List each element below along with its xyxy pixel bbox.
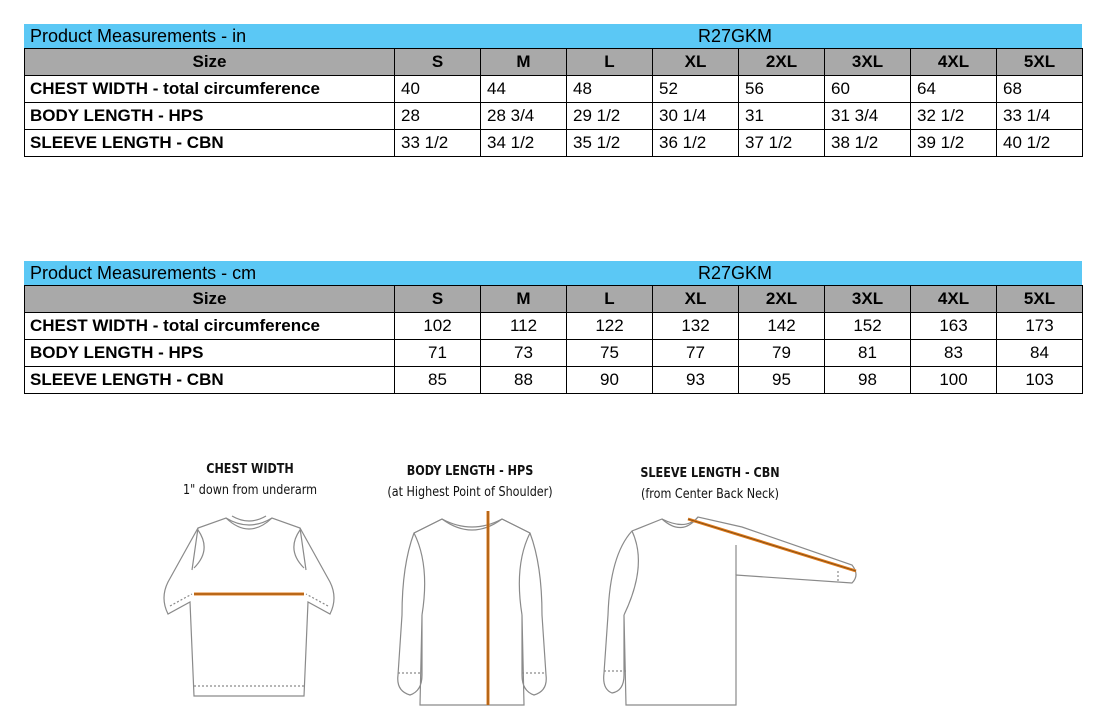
table-cell: 40 1/2 xyxy=(997,130,1083,157)
header-cell: M xyxy=(481,286,567,313)
table-cell: 33 1/4 xyxy=(997,103,1083,130)
table-cell: 102 xyxy=(395,313,481,340)
diagram-caption-sleeve xyxy=(615,463,804,505)
header-cell: 4XL xyxy=(911,49,997,76)
style-code: R27GKM xyxy=(698,26,773,46)
row-label: CHEST WIDTH - total circumference xyxy=(25,313,395,340)
header-row xyxy=(25,286,1083,313)
measurement-diagrams xyxy=(140,455,880,715)
table-cell: 84 xyxy=(997,340,1083,367)
table-title: Product Measurements - in xyxy=(30,26,247,46)
diagram-subtitle: (at Highest Point of Shoulder) xyxy=(387,485,553,500)
table-title-bar xyxy=(24,24,1082,48)
table-cell: 73 xyxy=(481,340,567,367)
table-cell: 75 xyxy=(567,340,653,367)
header-cell: 5XL xyxy=(997,286,1083,313)
header-cell: M xyxy=(481,49,567,76)
table-cell: 95 xyxy=(739,367,825,394)
table-cell: 88 xyxy=(481,367,567,394)
table-cell: 79 xyxy=(739,340,825,367)
table-cell: 36 1/2 xyxy=(653,130,739,157)
table-cell: 163 xyxy=(911,313,997,340)
diagram-title: CHEST WIDTH xyxy=(206,462,294,477)
diagram-subtitle: 1" down from underarm xyxy=(183,483,317,498)
table-cell: 35 1/2 xyxy=(567,130,653,157)
size-grid xyxy=(24,48,1083,157)
header-cell: 4XL xyxy=(911,286,997,313)
table-cell: 132 xyxy=(653,313,739,340)
header-cell: 2XL xyxy=(739,49,825,76)
table-title-bar xyxy=(24,261,1082,285)
header-row xyxy=(25,49,1083,76)
diagram-caption-chest xyxy=(155,459,344,501)
table-cell: 32 1/2 xyxy=(911,103,997,130)
measurements-table-inches xyxy=(24,24,1082,157)
table-cell: 52 xyxy=(653,76,739,103)
table-cell: 28 3/4 xyxy=(481,103,567,130)
table-cell: 34 1/2 xyxy=(481,130,567,157)
table-cell: 142 xyxy=(739,313,825,340)
table-row xyxy=(25,340,1083,367)
row-label: BODY LENGTH - HPS xyxy=(25,103,395,130)
table-cell: 100 xyxy=(911,367,997,394)
table-cell: 38 1/2 xyxy=(825,130,911,157)
diagram-title: BODY LENGTH - HPS xyxy=(406,464,534,479)
measurements-table-cm xyxy=(24,261,1082,394)
table-cell: 71 xyxy=(395,340,481,367)
table-cell: 112 xyxy=(481,313,567,340)
header-cell: 2XL xyxy=(739,286,825,313)
header-cell: S xyxy=(395,286,481,313)
table-row xyxy=(25,367,1083,394)
tshirt-chest-icon xyxy=(152,510,346,700)
row-label: CHEST WIDTH - total circumference xyxy=(25,76,395,103)
table-cell: 81 xyxy=(825,340,911,367)
row-label: BODY LENGTH - HPS xyxy=(25,340,395,367)
table-cell: 56 xyxy=(739,76,825,103)
longsleeve-body-icon xyxy=(372,505,572,710)
table-cell: 68 xyxy=(997,76,1083,103)
header-cell: 5XL xyxy=(997,49,1083,76)
table-cell: 98 xyxy=(825,367,911,394)
table-cell: 122 xyxy=(567,313,653,340)
table-cell: 173 xyxy=(997,313,1083,340)
table-title: Product Measurements - cm xyxy=(30,263,257,283)
diagram-caption-body xyxy=(375,461,564,503)
header-cell: L xyxy=(567,49,653,76)
table-cell: 28 xyxy=(395,103,481,130)
style-code: R27GKM xyxy=(698,263,773,283)
longsleeve-sleeve-icon xyxy=(602,505,862,710)
table-cell: 37 1/2 xyxy=(739,130,825,157)
table-cell: 40 xyxy=(395,76,481,103)
table-row xyxy=(25,313,1083,340)
table-cell: 33 1/2 xyxy=(395,130,481,157)
diagram-subtitle: (from Center Back Neck) xyxy=(640,487,780,502)
table-cell: 39 1/2 xyxy=(911,130,997,157)
row-label: SLEEVE LENGTH - CBN xyxy=(25,367,395,394)
header-cell: XL xyxy=(653,286,739,313)
row-label: SLEEVE LENGTH - CBN xyxy=(25,130,395,157)
table-cell: 85 xyxy=(395,367,481,394)
table-cell: 103 xyxy=(997,367,1083,394)
header-cell: L xyxy=(567,286,653,313)
table-row xyxy=(25,103,1083,130)
header-cell: XL xyxy=(653,49,739,76)
table-cell: 60 xyxy=(825,76,911,103)
table-cell: 31 3/4 xyxy=(825,103,911,130)
table-cell: 77 xyxy=(653,340,739,367)
table-cell: 31 xyxy=(739,103,825,130)
table-cell: 64 xyxy=(911,76,997,103)
table-cell: 30 1/4 xyxy=(653,103,739,130)
table-cell: 93 xyxy=(653,367,739,394)
diagram-title: SLEEVE LENGTH - CBN xyxy=(640,466,780,481)
header-cell: S xyxy=(395,49,481,76)
table-cell: 48 xyxy=(567,76,653,103)
table-cell: 90 xyxy=(567,367,653,394)
table-cell: 44 xyxy=(481,76,567,103)
header-cell: Size xyxy=(25,286,395,313)
table-cell: 152 xyxy=(825,313,911,340)
table-cell: 83 xyxy=(911,340,997,367)
header-cell: 3XL xyxy=(825,286,911,313)
header-cell: 3XL xyxy=(825,49,911,76)
table-row xyxy=(25,130,1083,157)
size-grid xyxy=(24,285,1083,394)
table-cell: 29 1/2 xyxy=(567,103,653,130)
table-row xyxy=(25,76,1083,103)
header-cell: Size xyxy=(25,49,395,76)
